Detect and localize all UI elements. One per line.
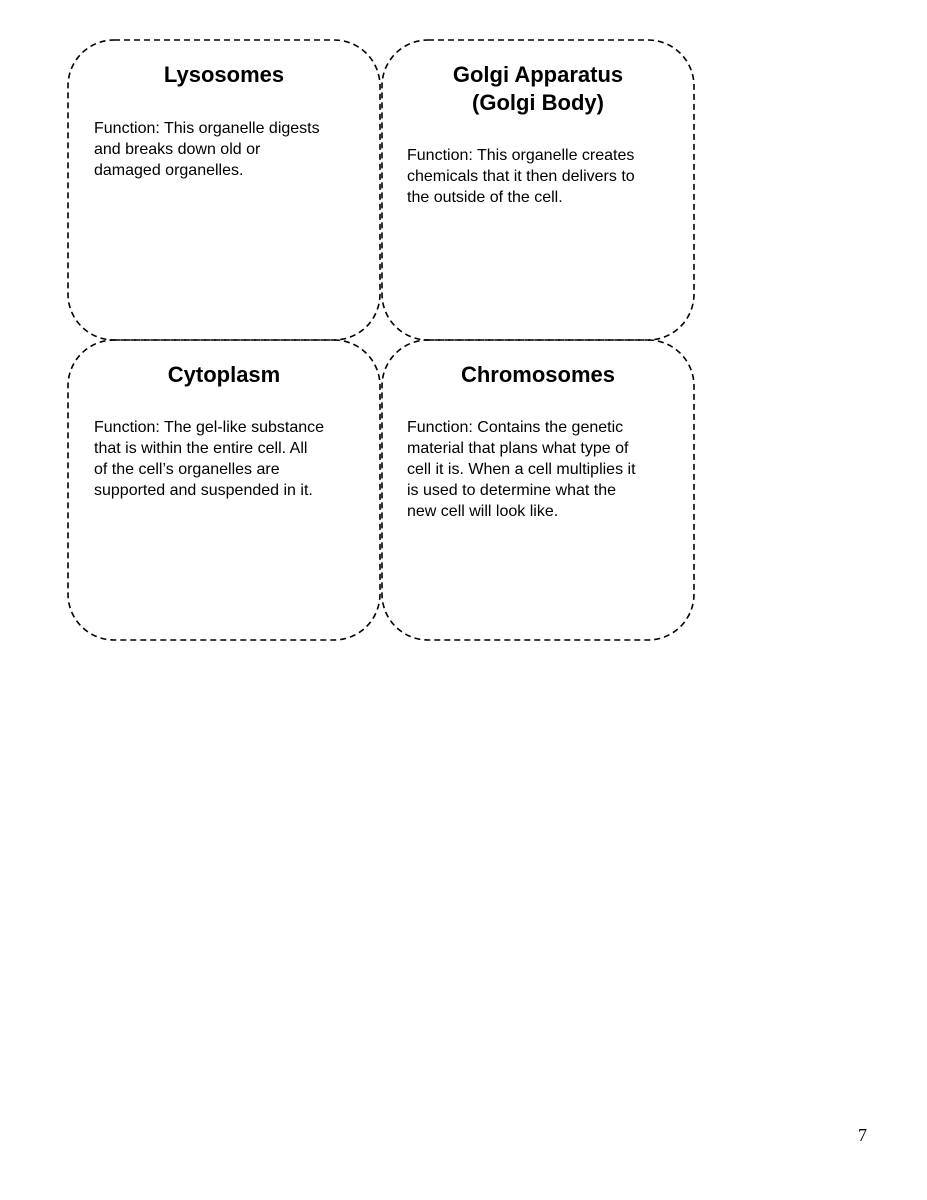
card-title: Golgi Apparatus (Golgi Body) (452, 62, 624, 115)
card-lysosomes (68, 40, 380, 340)
card-cytoplasm (68, 340, 380, 640)
card-function-text: Function: This organelle digests and breaks down old or damaged organelles. (94, 120, 320, 179)
card-chromosomes (382, 340, 694, 640)
card-title: Cytoplasm (167, 362, 281, 387)
page-number: 7 (858, 1125, 867, 1145)
card-function-text: Function: This organelle creates chemicals that it then delivers to the outside of the cell. (407, 147, 635, 206)
card-function-text: Function: Contains the genetic material that plans what type of cell it is. When a cell multiplies it is used to determine what the new cell will look like. (407, 419, 636, 520)
card-title: Lysosomes (163, 62, 285, 87)
card-function-text: Function: The gel-like substance that is within the entire cell. All of the cell’s organelles are supported and suspended in it. (94, 419, 325, 499)
card-golgi-apparatus (382, 40, 694, 340)
card-title: Chromosomes (460, 362, 616, 387)
